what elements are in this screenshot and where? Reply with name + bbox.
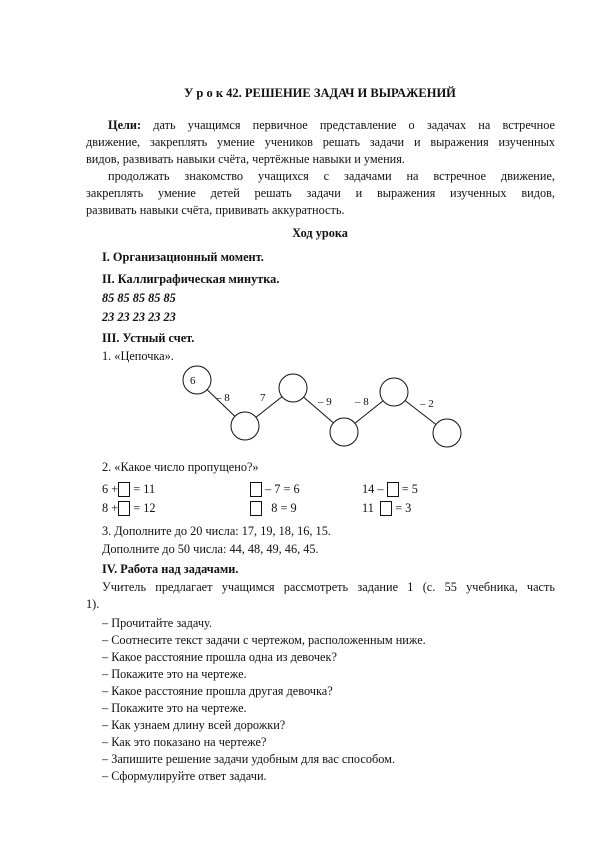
goals-line-1 <box>108 118 555 133</box>
missing-r2c3 <box>362 501 411 516</box>
answer-box[interactable] <box>250 501 262 516</box>
question-2: – Соотнесите текст задачи с чертежом, расположенным ниже. <box>102 633 426 647</box>
answer-box[interactable] <box>118 501 130 516</box>
chain-op-2: 7 <box>260 392 266 404</box>
teacher-line-1: Учитель предлагает учащимся рассмотреть задание 1 (с. 55 учебника, часть <box>102 580 555 594</box>
missing-r2c2 <box>250 501 297 516</box>
chain-node-5 <box>380 378 408 406</box>
missing-r1c2 <box>250 482 300 497</box>
task-2-label: 2. «Какое число пропущено?» <box>102 460 259 474</box>
r2c1-prefix: 8 + <box>102 501 119 515</box>
r2c3-suffix: = 3 <box>395 501 412 515</box>
missing-r2c1 <box>102 501 156 516</box>
goals-line-3: видов, развивать навыки счёта, чертёжные навыки и умения. <box>86 152 405 166</box>
chain-diagram <box>170 363 470 453</box>
section-4-heading: IV. Работа над задачами. <box>102 562 239 576</box>
r1c3-suffix: = 5 <box>401 482 418 496</box>
task-1-label: 1. «Цепочка». <box>102 349 174 363</box>
goals-label: Цели: <box>108 118 142 132</box>
goals-line-6: развивать навыки счёта, прививать аккуратность. <box>86 203 345 217</box>
chain-start-value: 6 <box>190 375 196 387</box>
question-5: – Какое расстояние прошла другая девочка? <box>102 684 333 698</box>
r2c2-suffix: 8 = 9 <box>271 501 297 515</box>
lesson-title: У р о к 42. РЕШЕНИЕ ЗАДАЧ И ВЫРАЖЕНИЙ <box>184 86 456 100</box>
question-6: – Покажите это на чертеже. <box>102 701 247 715</box>
question-1: – Прочитайте задачу. <box>102 616 213 630</box>
chain-node-4 <box>330 418 358 446</box>
answer-box[interactable] <box>250 482 262 497</box>
r1c3-prefix: 14 – <box>362 482 384 496</box>
goals-line-5: закреплять умение детей решать задачи и выражения изученных видов, <box>86 186 555 200</box>
chain-node-6 <box>433 419 461 447</box>
missing-r1c1 <box>102 482 155 497</box>
r1c1-suffix: = 11 <box>133 482 156 496</box>
r2c1-suffix: = 12 <box>133 501 156 515</box>
chain-node-1 <box>183 366 211 394</box>
question-7: – Как узнаем длину всей дорожки? <box>102 718 286 732</box>
question-10: – Сформулируйте ответ задачи. <box>102 769 267 783</box>
task-3-line-2: Дополните до 50 числа: 44, 48, 49, 46, 45. <box>102 542 319 556</box>
chain-node-2 <box>231 412 259 440</box>
section-3-heading: III. Устный счет. <box>102 331 195 345</box>
calligraphy-line-1: 85 85 85 85 85 <box>102 291 176 305</box>
r2c3-prefix: 11 <box>362 501 374 515</box>
teacher-line-2: 1). <box>86 597 100 611</box>
goals-line-2: движение, закреплять умение учеников решать задачи и выражения изученных <box>86 135 555 149</box>
answer-box[interactable] <box>387 482 399 497</box>
r1c1-prefix: 6 + <box>102 482 119 496</box>
question-3: – Какое расстояние прошла одна из девочек? <box>102 650 337 664</box>
chain-op-4: – 8 <box>355 396 369 408</box>
missing-r1c3 <box>362 482 418 497</box>
task-3-line-1: 3. Дополните до 20 числа: 17, 19, 18, 16, 15. <box>102 524 331 538</box>
answer-box[interactable] <box>380 501 392 516</box>
chain-op-5: – 2 <box>420 398 434 410</box>
chain-op-1: – 8 <box>216 392 230 404</box>
chain-op-3: – 9 <box>318 396 332 408</box>
question-8: – Как это показано на чертеже? <box>102 735 267 749</box>
chain-node-3 <box>279 374 307 402</box>
question-4: – Покажите это на чертеже. <box>102 667 247 681</box>
goals-text-1: дать учащимся первичное представление о задачах на встречное <box>141 118 555 132</box>
question-9: – Запишите решение задачи удобным для вас способом. <box>102 752 396 766</box>
r1c2-suffix: – 7 = 6 <box>265 482 300 496</box>
progress-heading: Ход урока <box>292 226 348 240</box>
section-1-heading: I. Организационный момент. <box>102 250 264 264</box>
answer-box[interactable] <box>118 482 130 497</box>
section-2-heading: II. Каллиграфическая минутка. <box>102 272 280 286</box>
calligraphy-line-2: 23 23 23 23 23 <box>102 310 176 324</box>
goals-line-4: продолжать знакомство учащихся с задачами на встречное движение, <box>108 169 555 183</box>
